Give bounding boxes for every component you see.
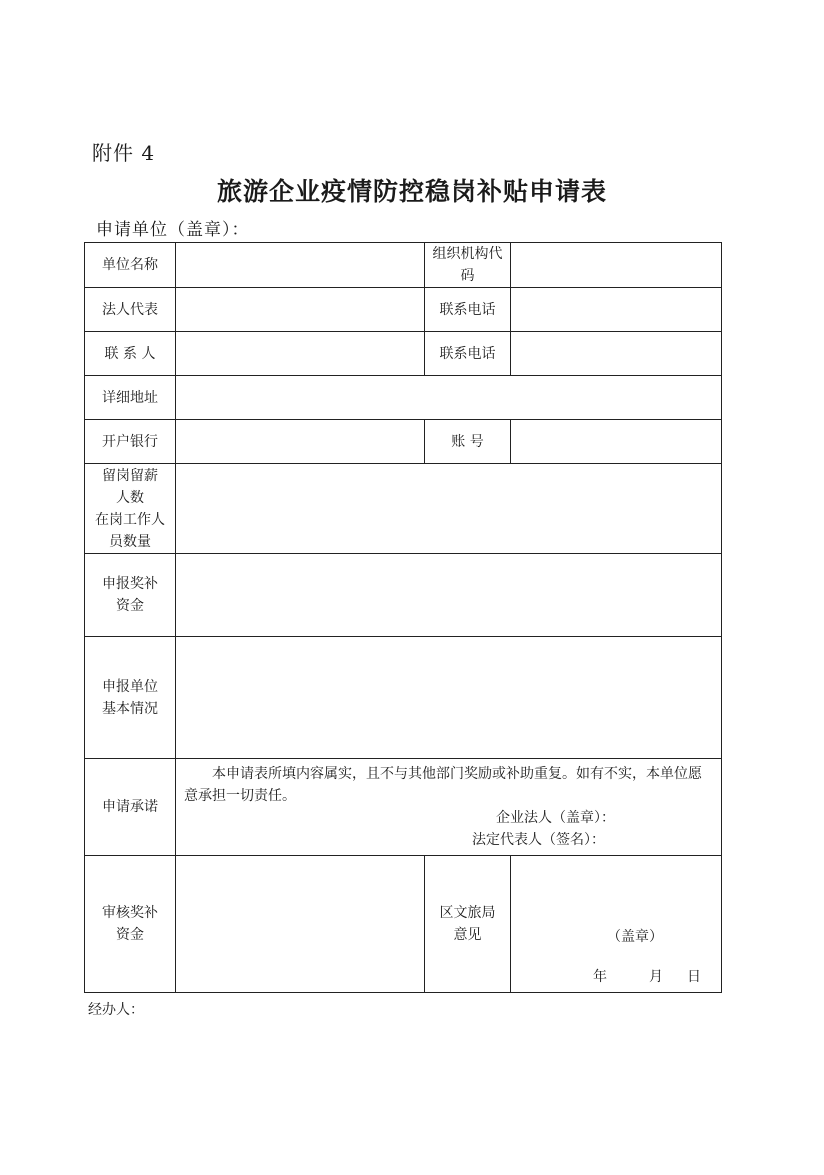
- retained-label-line-1: 留岗留薪: [102, 467, 158, 484]
- legal-rep-field[interactable]: [176, 288, 425, 332]
- bank-field[interactable]: [176, 420, 425, 464]
- row-legal-rep: [85, 288, 722, 332]
- declared-amount-label: [85, 554, 176, 637]
- row-basic-info: [85, 637, 722, 759]
- application-form-table: [84, 242, 722, 993]
- unit-name-field[interactable]: [176, 243, 425, 288]
- declared-amount-line-2: 资金: [116, 598, 144, 614]
- phone-field-1[interactable]: [511, 288, 722, 332]
- corp-legal-sign[interactable]: 企业法人（盖章）：: [496, 810, 615, 826]
- legal-rep-sign[interactable]: 法定代表人（签名）：: [472, 832, 605, 848]
- phone-field-2[interactable]: [511, 332, 722, 376]
- row-retained-staff: [85, 464, 722, 554]
- bureau-label: [425, 856, 511, 993]
- handler-label: 经办人：: [88, 1002, 144, 1018]
- declared-amount-field[interactable]: [176, 554, 722, 637]
- contact-label: 联 系 人: [85, 332, 176, 376]
- review-amount-line-2: 资金: [116, 927, 144, 943]
- attachment-label: 附件 4: [92, 141, 156, 165]
- contact-field[interactable]: [176, 332, 425, 376]
- date-line: [593, 966, 701, 988]
- review-amount-line-1: 审核奖补: [102, 905, 158, 921]
- bank-label: 开户银行: [85, 420, 176, 464]
- row-declared-amount: [85, 554, 722, 637]
- review-amount-field[interactable]: [176, 856, 425, 993]
- basic-info-field[interactable]: [176, 637, 722, 759]
- phone-label-1: 联系电话: [425, 288, 511, 332]
- row-address: [85, 376, 722, 420]
- account-label: [425, 420, 511, 464]
- declared-amount-line-1: 申报奖补: [102, 576, 158, 592]
- phone-label-2: 联系电话: [425, 332, 511, 376]
- org-code-label: 组织机构代码: [425, 243, 511, 288]
- retained-staff-label: [85, 464, 176, 554]
- row-bank: [85, 420, 722, 464]
- row-review: [85, 856, 722, 993]
- promise-label: 申请承诺: [85, 759, 176, 856]
- bureau-line-2: 意见: [453, 927, 482, 943]
- row-unit-name: [85, 243, 722, 288]
- seal-placeholder: （盖章）: [607, 929, 663, 945]
- basic-info-label: [85, 637, 176, 759]
- org-code-field[interactable]: [511, 243, 722, 288]
- account-field[interactable]: [511, 420, 722, 464]
- address-label: 详细地址: [85, 376, 176, 420]
- retained-label-line-4: 员数量: [109, 533, 151, 550]
- unit-name-label: 单位名称: [85, 243, 176, 288]
- row-contact: [85, 332, 722, 376]
- applicant-label: 申请单位（盖章）：: [96, 220, 250, 240]
- review-amount-label: [85, 856, 176, 993]
- basic-info-line-1: 申报单位: [102, 678, 158, 695]
- bureau-line-1: 区文旅局: [439, 905, 496, 921]
- row-promise: [85, 759, 722, 856]
- bureau-opinion-field[interactable]: [511, 856, 722, 993]
- promise-text: 本申请表所填内容属实，且不与其他部门奖励或补助重复。如有不实，本单位愿意承担一切责任。: [184, 766, 702, 804]
- basic-info-line-2: 基本情况: [102, 700, 158, 717]
- retained-staff-field[interactable]: [176, 464, 722, 554]
- retained-label-line-3: 在岗工作人: [95, 511, 165, 528]
- legal-rep-label: 法人代表: [85, 288, 176, 332]
- date-day: 日: [687, 969, 701, 985]
- date-month: 月: [649, 969, 663, 985]
- address-field[interactable]: [176, 376, 722, 420]
- form-title: 旅游企业疫情防控稳岗补贴申请表: [216, 177, 607, 206]
- account-label-text: 账 号: [451, 433, 484, 450]
- date-year: 年: [593, 969, 607, 985]
- promise-cell: [176, 759, 722, 856]
- retained-label-line-2: 人数: [116, 489, 144, 506]
